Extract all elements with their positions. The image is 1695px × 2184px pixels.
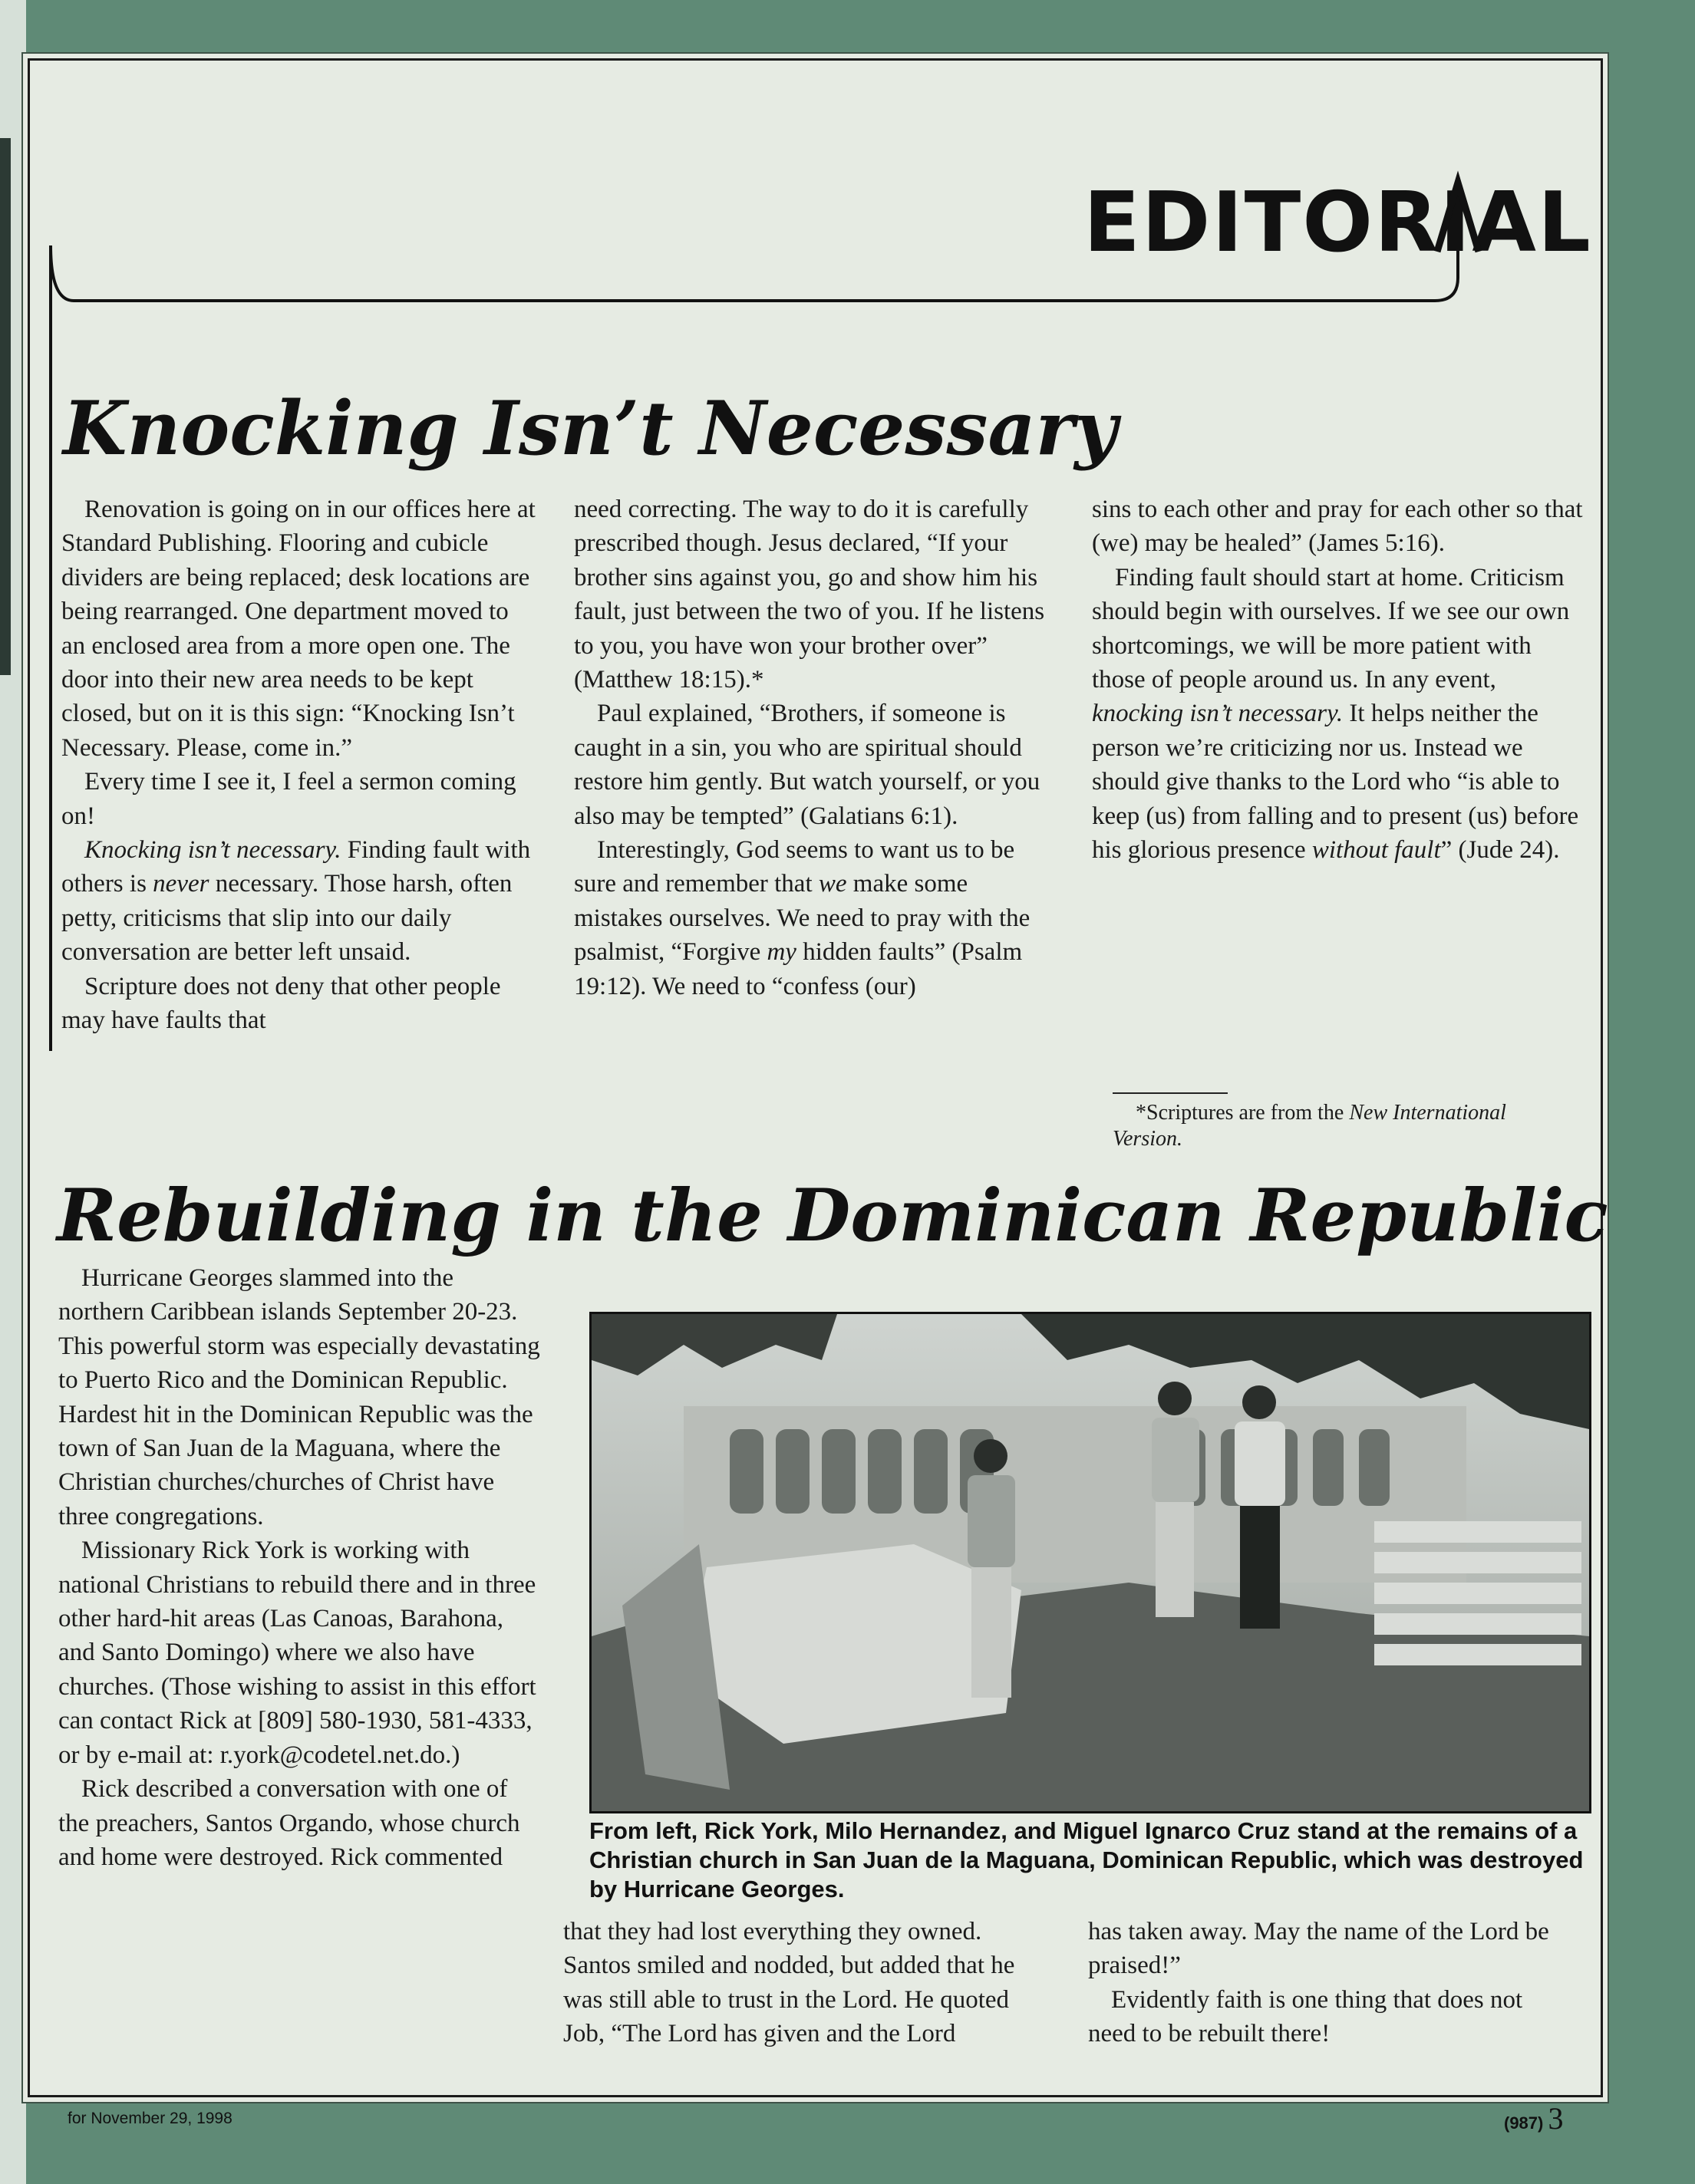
article-2-column-1 [58,1261,542,1874]
adjacent-page-shadow [0,138,11,675]
footnote-divider [1113,1092,1228,1094]
footer-page-info [1504,2100,1563,2136]
article-1-column-1 [61,492,537,1038]
paragraph: sins to each other and pray for each other so that (we) may be healed” (James 5:16). [1092,496,1583,558]
issue-number: (987) [1504,2113,1544,2133]
emphasis: without fault [1311,836,1441,865]
paragraph: Evidently faith is one thing that does not need to be rebuilt there! [1088,1985,1523,2048]
text: necessary. Those harsh, often petty, criticisms that slip into our daily conversation are better left unsaid. [61,870,513,967]
text: Interestingly, God seems to want us to be sure and remember that [574,836,1015,898]
paragraph: has taken away. May the name of the Lord be praised!” [1088,1918,1549,1980]
church-ruins-photo [589,1312,1591,1813]
emphasis: knocking isn’t necessary. [1092,700,1344,728]
emphasis: never [153,870,209,898]
paragraph [1092,561,1583,868]
paragraph [574,833,1056,1003]
page-number: 3 [1548,2101,1564,2136]
paragraph: that they had lost everything they owned. Santos smiled and nodded, but added that he was still able to trust in the Lord. He quoted Job, “The Lord has given and the Lord [563,1918,1015,2048]
paragraph: Missionary Rick York is working with national Christians to rebuild there and in three other hard-hit areas (Las Canoas, Barahona, and Santo Domingo) where we also have churches. (Those wishing to assist in this effort can contact Rick at [809] 580-1930, 581-4333, or by e-mail at: r.york@codetel.net.do.) [58,1537,536,1769]
paragraph: Rick described a conversation with one of the preachers, Santos Orgando, whose church and home were destroyed. Rick commented [58,1775,520,1871]
text: ” (Jude 24). [1440,836,1560,865]
article-2-column-3 [1088,1915,1571,2051]
text: hidden faults” (Psalm 19:12). We need to “confess (our) [574,938,1023,1000]
text: Finding fault should start at home. Criticism should begin with ourselves. If we see our own shortcomings, we will be more patient with those of people around us. In any event, [1092,563,1570,694]
text: It helps neither the person we’re criticizing nor us. Instead we should give thanks to the Lord who “is able to keep (us) from falling and to present (us) before his glorious presence [1092,700,1579,865]
footer-date: for November 29, 1998 [68,2110,232,2127]
paragraph: Hurricane Georges slammed into the northern Caribbean islands September 20-23. This powerful storm was especially devastating to Puerto Rico and the Dominican Republic. Hardest hit in the Dominican Republic was the town of San Juan de la Maguana, where the Christian churches/churches of Christ have three congregations. [58,1264,540,1530]
footnote [1113,1100,1573,1152]
text: *Scriptures are from the [1136,1101,1350,1125]
paragraph: Paul explained, “Brothers, if someone is caught in a sin, you who are spiritual should restore him gently. But watch yourself, or you also may be tempted” (Galatians 6:1). [574,700,1040,830]
paragraph [61,833,537,970]
text: make some mistakes ourselves. We need to pray with the psalmist, “Forgive [574,870,1031,967]
article-1-column-3 [1092,492,1583,867]
emphasis: my [767,938,796,967]
article-2-column-2 [563,1915,1047,2051]
paragraph: Renovation is going on in our offices here at Standard Publishing. Flooring and cubicle dividers are being replaced; desk locations are being rearranged. One department moved to an enclosed area from a more open one. The door into their new area needs to be kept closed, but on it is this sign: “Knocking Isn’t Necessary. Please, come in.” [61,496,536,762]
masthead-label: EDITORIAL [1083,175,1592,271]
photo-caption: From left, Rick York, Milo Hernandez, and Miguel Ignarco Cruz stand at the remains of a Christian church in San Juan de la Maguana, Dominican Republic, which was destroyed by Hurricane Georges. [589,1817,1584,1902]
emphasis: Knocking isn’t necessary. [84,836,341,865]
emphasis: New International Version. [1113,1101,1506,1151]
paragraph: Scripture does not deny that other people may have faults that [61,972,501,1035]
photo-illustration-icon [592,1314,1589,1811]
article-2-title: Rebuilding in the Dominican Republic [57,1174,1608,1258]
paragraph: need correcting. The way to do it is carefully prescribed though. Jesus declared, “If your brother sins against you, go and show him his fault, just between the two of you. If he listens to you, you have won your brother over” (Matthew 18:15).* [574,496,1045,694]
article-1-title: Knocking Isn’t Necessary [63,385,1117,472]
magazine-page [23,54,1608,2136]
paragraph: Every time I see it, I feel a sermon coming on! [61,768,516,830]
text: Finding fault with others is [61,836,531,898]
emphasis: we [818,870,847,898]
article-1-column-2 [574,492,1056,1003]
